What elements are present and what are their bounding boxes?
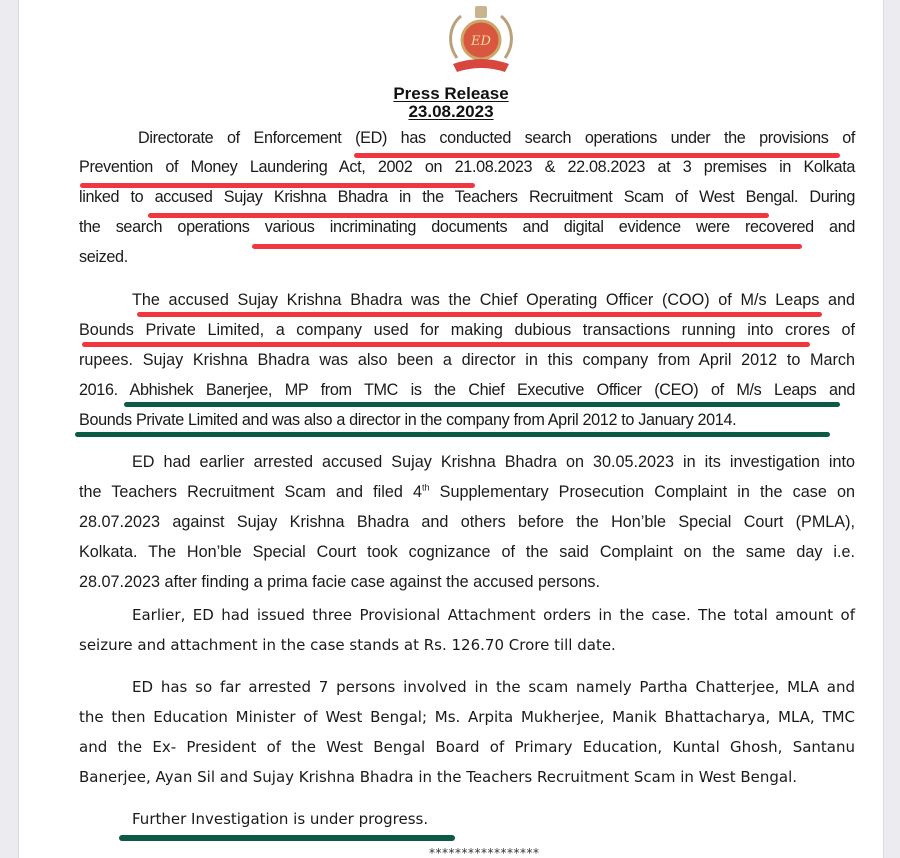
paragraph-2-line-5: Bounds Private Limited and was also a director in the company from April 2012 to January 2014. — [79, 411, 737, 429]
paragraph-5-line-3: and the Ex- President of the West Bengal Board of Primary Education, Kuntal Ghosh, Santanu — [79, 738, 855, 756]
red-highlight-underline — [148, 213, 769, 218]
end-marker: ***************** — [429, 846, 540, 858]
red-highlight-underline — [354, 153, 840, 158]
paragraph-3-line-5: 28.07.2023 after finding a prima facie case against the accused persons. — [79, 573, 601, 591]
paragraph-5-line-2: the then Education Minister of West Bengal; Ms. Arpita Mukherjee, Manik Bhattacharya, MLA, TMC — [79, 708, 855, 726]
svg-text:ED: ED — [471, 34, 491, 49]
red-highlight-underline — [252, 244, 802, 249]
green-highlight-underline — [124, 402, 840, 407]
viewer-right-margin — [883, 0, 900, 858]
paragraph-3-line-1: ED had earlier arrested accused Sujay Krishna Bhadra on 30.05.2023 in its investigation into — [132, 453, 855, 471]
green-highlight-underline — [119, 835, 455, 841]
paragraph-3-line-4: Kolkata. The Hon’ble Special Court took cognizance of the said Complaint on the same day i.e. — [79, 543, 855, 561]
document-page — [19, 0, 883, 858]
viewer-left-margin — [0, 0, 19, 858]
closing-statement: Further Investigation is under progress. — [132, 810, 429, 828]
paragraph-2-line-4: 2016. Abhishek Banerjee, MP from TMC is the Chief Executive Officer (CEO) of M/s Leaps and — [79, 381, 855, 399]
paragraph-3-line-2: the Teachers Recruitment Scam and filed 4th Supplementary Prosecution Complaint in the case on — [79, 482, 855, 501]
document-date: 23.08.2023 — [408, 102, 494, 121]
paragraph-1-line-5: seized. — [79, 248, 128, 266]
paragraph-5-line-1: ED has so far arrested 7 persons involved in the scam namely Partha Chatterjee, MLA and — [132, 678, 855, 696]
paragraph-5-line-4: Banerjee, Ayan Sil and Sujay Krishna Bhadra in the Teachers Recruitment Scam in West Bengal. — [79, 768, 798, 786]
paragraph-2-line-3: rupees. Sujay Krishna Bhadra was also been a director in this company from April 2012 to March — [79, 351, 855, 369]
paragraph-1-line-4: the search operations various incriminating documents and digital evidence were recovered and — [79, 218, 855, 236]
paragraph-2-line-1: The accused Sujay Krishna Bhadra was the Chief Operating Officer (COO) of M/s Leaps and — [132, 291, 855, 309]
red-highlight-underline — [137, 312, 822, 317]
emblem-lion-capital — [475, 6, 487, 18]
paragraph-4-line-2: seizure and attachment in the case stands at Rs. 126.70 Crore till date. — [79, 636, 616, 654]
document-title: Press Release — [393, 84, 509, 103]
paragraph-4-line-1: Earlier, ED had issued three Provisional Attachment orders in the case. The total amount of — [132, 606, 855, 624]
ed-emblem-icon — [443, 6, 519, 78]
red-highlight-underline — [82, 342, 810, 347]
paragraph-1-line-2: Prevention of Money Laundering Act, 2002 on 21.08.2023 & 22.08.2023 at 3 premises in Kolkata — [79, 158, 855, 176]
paragraph-1-line-1: Directorate of Enforcement (ED) has conducted search operations under the provisions of — [138, 129, 855, 147]
paragraph-3-line-3: 28.07.2023 against Sujay Krishna Bhadra and others before the Hon’ble Special Court (PMLA), — [79, 513, 855, 531]
paragraph-1-line-3: linked to accused Sujay Krishna Bhadra in the Teachers Recruitment Scam of West Bengal. During — [79, 188, 855, 206]
green-highlight-underline — [75, 432, 830, 437]
paragraph-2-line-2: Bounds Private Limited, a company used for making dubious transactions running into crores of — [79, 321, 855, 339]
emblem-ribbon — [453, 59, 509, 72]
red-highlight-underline — [80, 183, 475, 188]
